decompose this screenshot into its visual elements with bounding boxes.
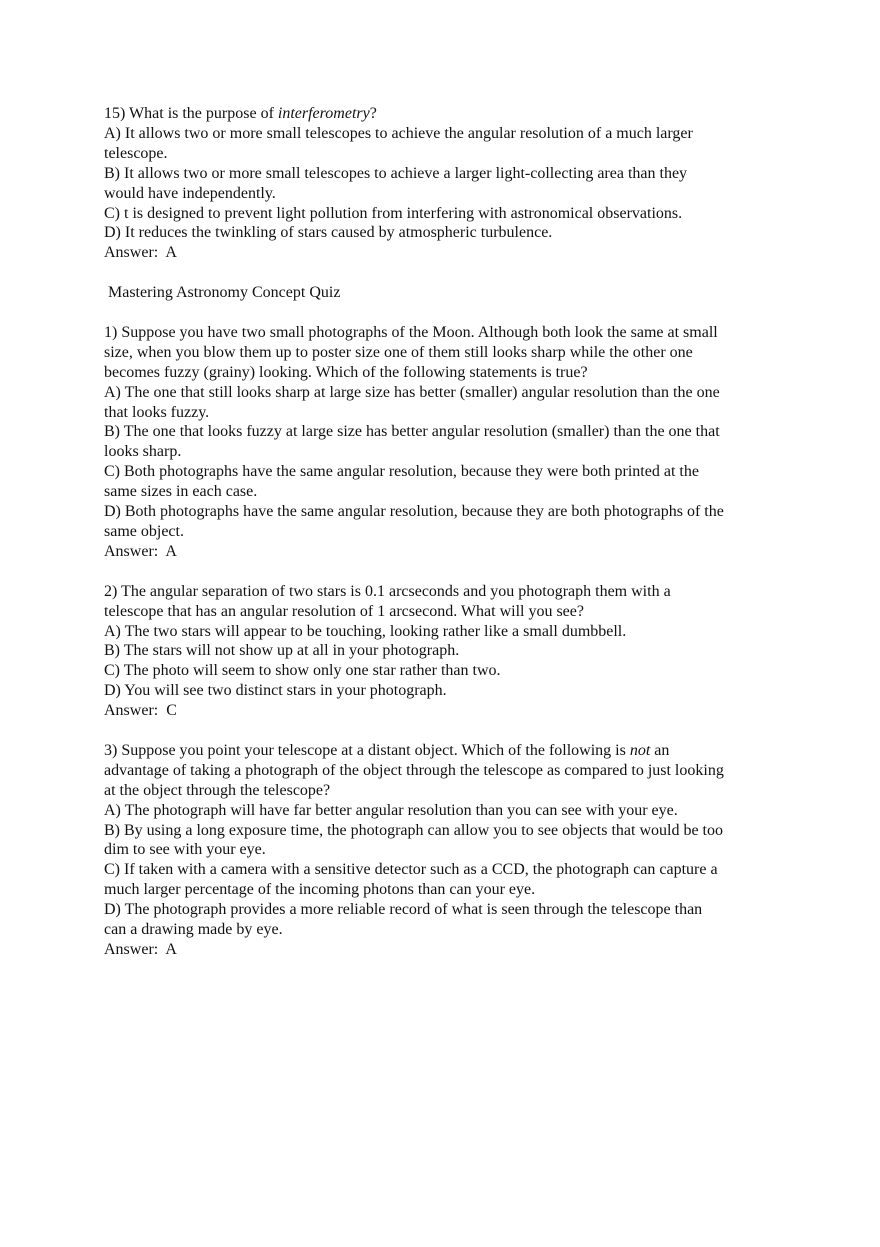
text-line: telescope that has an angular resolution of 1 arcsecond. What will you see? [104, 602, 584, 620]
answer-option: C) Both photographs have the same angular resolution, because they were both printed at the [104, 463, 699, 481]
text-line: dim to see with your eye. [104, 841, 266, 859]
answer-line: Answer: A [104, 941, 177, 958]
answer-option: A) It allows two or more small telescopes to achieve the angular resolution of a much larger [104, 124, 693, 142]
question-stem [104, 104, 804, 124]
answer-option: A) The photograph will have far better angular resolution than you can see with your eye. [104, 801, 678, 819]
text-line: at the object through the telescope? [104, 781, 331, 799]
answer-option: D) You will see two distinct stars in your photograph. [104, 682, 447, 700]
text-segment: 15) What is the purpose of [104, 105, 278, 122]
answer-option: C) The photo will seem to show only one star rather than two. [104, 662, 501, 680]
answer-option: B) By using a long exposure time, the photograph can allow you to see objects that would be too [104, 821, 723, 839]
question-q2 [104, 582, 804, 721]
answer-option: B) The one that looks fuzzy at large size has better angular resolution (smaller) than the one that [104, 423, 720, 441]
question-q15 [104, 104, 804, 263]
question-stem [104, 741, 804, 761]
text-line: size, when you blow them up to poster size one of them still looks sharp while the other one [104, 343, 693, 361]
answer-line: Answer: A [104, 542, 177, 560]
answer-option: A) The one that still looks sharp at large size has better (smaller) angular resolution than the one [104, 383, 720, 401]
text-line: becomes fuzzy (grainy) looking. Which of the following statements is true? [104, 363, 588, 381]
text-line: that looks fuzzy. [104, 403, 210, 421]
answer-option: A) The two stars will appear to be touching, looking rather like a small dumbbell. [104, 622, 627, 640]
question-q1 [104, 323, 804, 562]
answer-option: B) The stars will not show up at all in your photograph. [104, 642, 460, 660]
section-title: Mastering Astronomy Concept Quiz [108, 284, 341, 302]
text-segment: an [650, 741, 670, 759]
answer-option: B) It allows two or more small telescopes to achieve a larger light-collecting area than they [104, 164, 688, 182]
text-line: advantage of taking a photograph of the object through the telescope as compared to just looking [104, 761, 724, 779]
answer-option: D) Both photographs have the same angular resolution, because they are both photographs of the [104, 503, 724, 521]
text-line: looks sharp. [104, 443, 182, 461]
text-line: much larger percentage of the incoming photons than can your eye. [104, 881, 536, 899]
question-q3 [104, 741, 804, 960]
answer-option: D) It reduces the twinkling of stars caused by atmospheric turbulence. [104, 224, 553, 242]
text-segment: ? [369, 105, 377, 122]
answer-line: Answer: C [104, 702, 177, 720]
italic-term: interferometry [277, 105, 370, 122]
answer-option: C) If taken with a camera with a sensitive detector such as a CCD, the photograph can capture a [104, 861, 718, 879]
text-line: same sizes in each case. [104, 483, 258, 501]
text-line: telescope. [104, 144, 168, 162]
text-line: can a drawing made by eye. [104, 921, 283, 939]
text-line: same object. [104, 523, 184, 540]
question-stem: 2) The angular separation of two stars is 0.1 arcseconds and you photograph them with a [104, 582, 671, 600]
italic-term: not [629, 741, 651, 759]
answer-option: D) The photograph provides a more reliable record of what is seen through the telescope than [104, 901, 703, 919]
question-stem: 1) Suppose you have two small photographs of the Moon. Although both look the same at small [104, 323, 718, 341]
answer-line: Answer: A [104, 244, 177, 262]
text-segment: 3) Suppose you point your telescope at a distant object. Which of the following is [104, 741, 630, 759]
text-line: would have independently. [104, 184, 276, 202]
section-heading [104, 283, 804, 303]
document-page [104, 104, 804, 980]
answer-option: C) t is designed to prevent light pollution from interfering with astronomical observations. [104, 204, 683, 222]
